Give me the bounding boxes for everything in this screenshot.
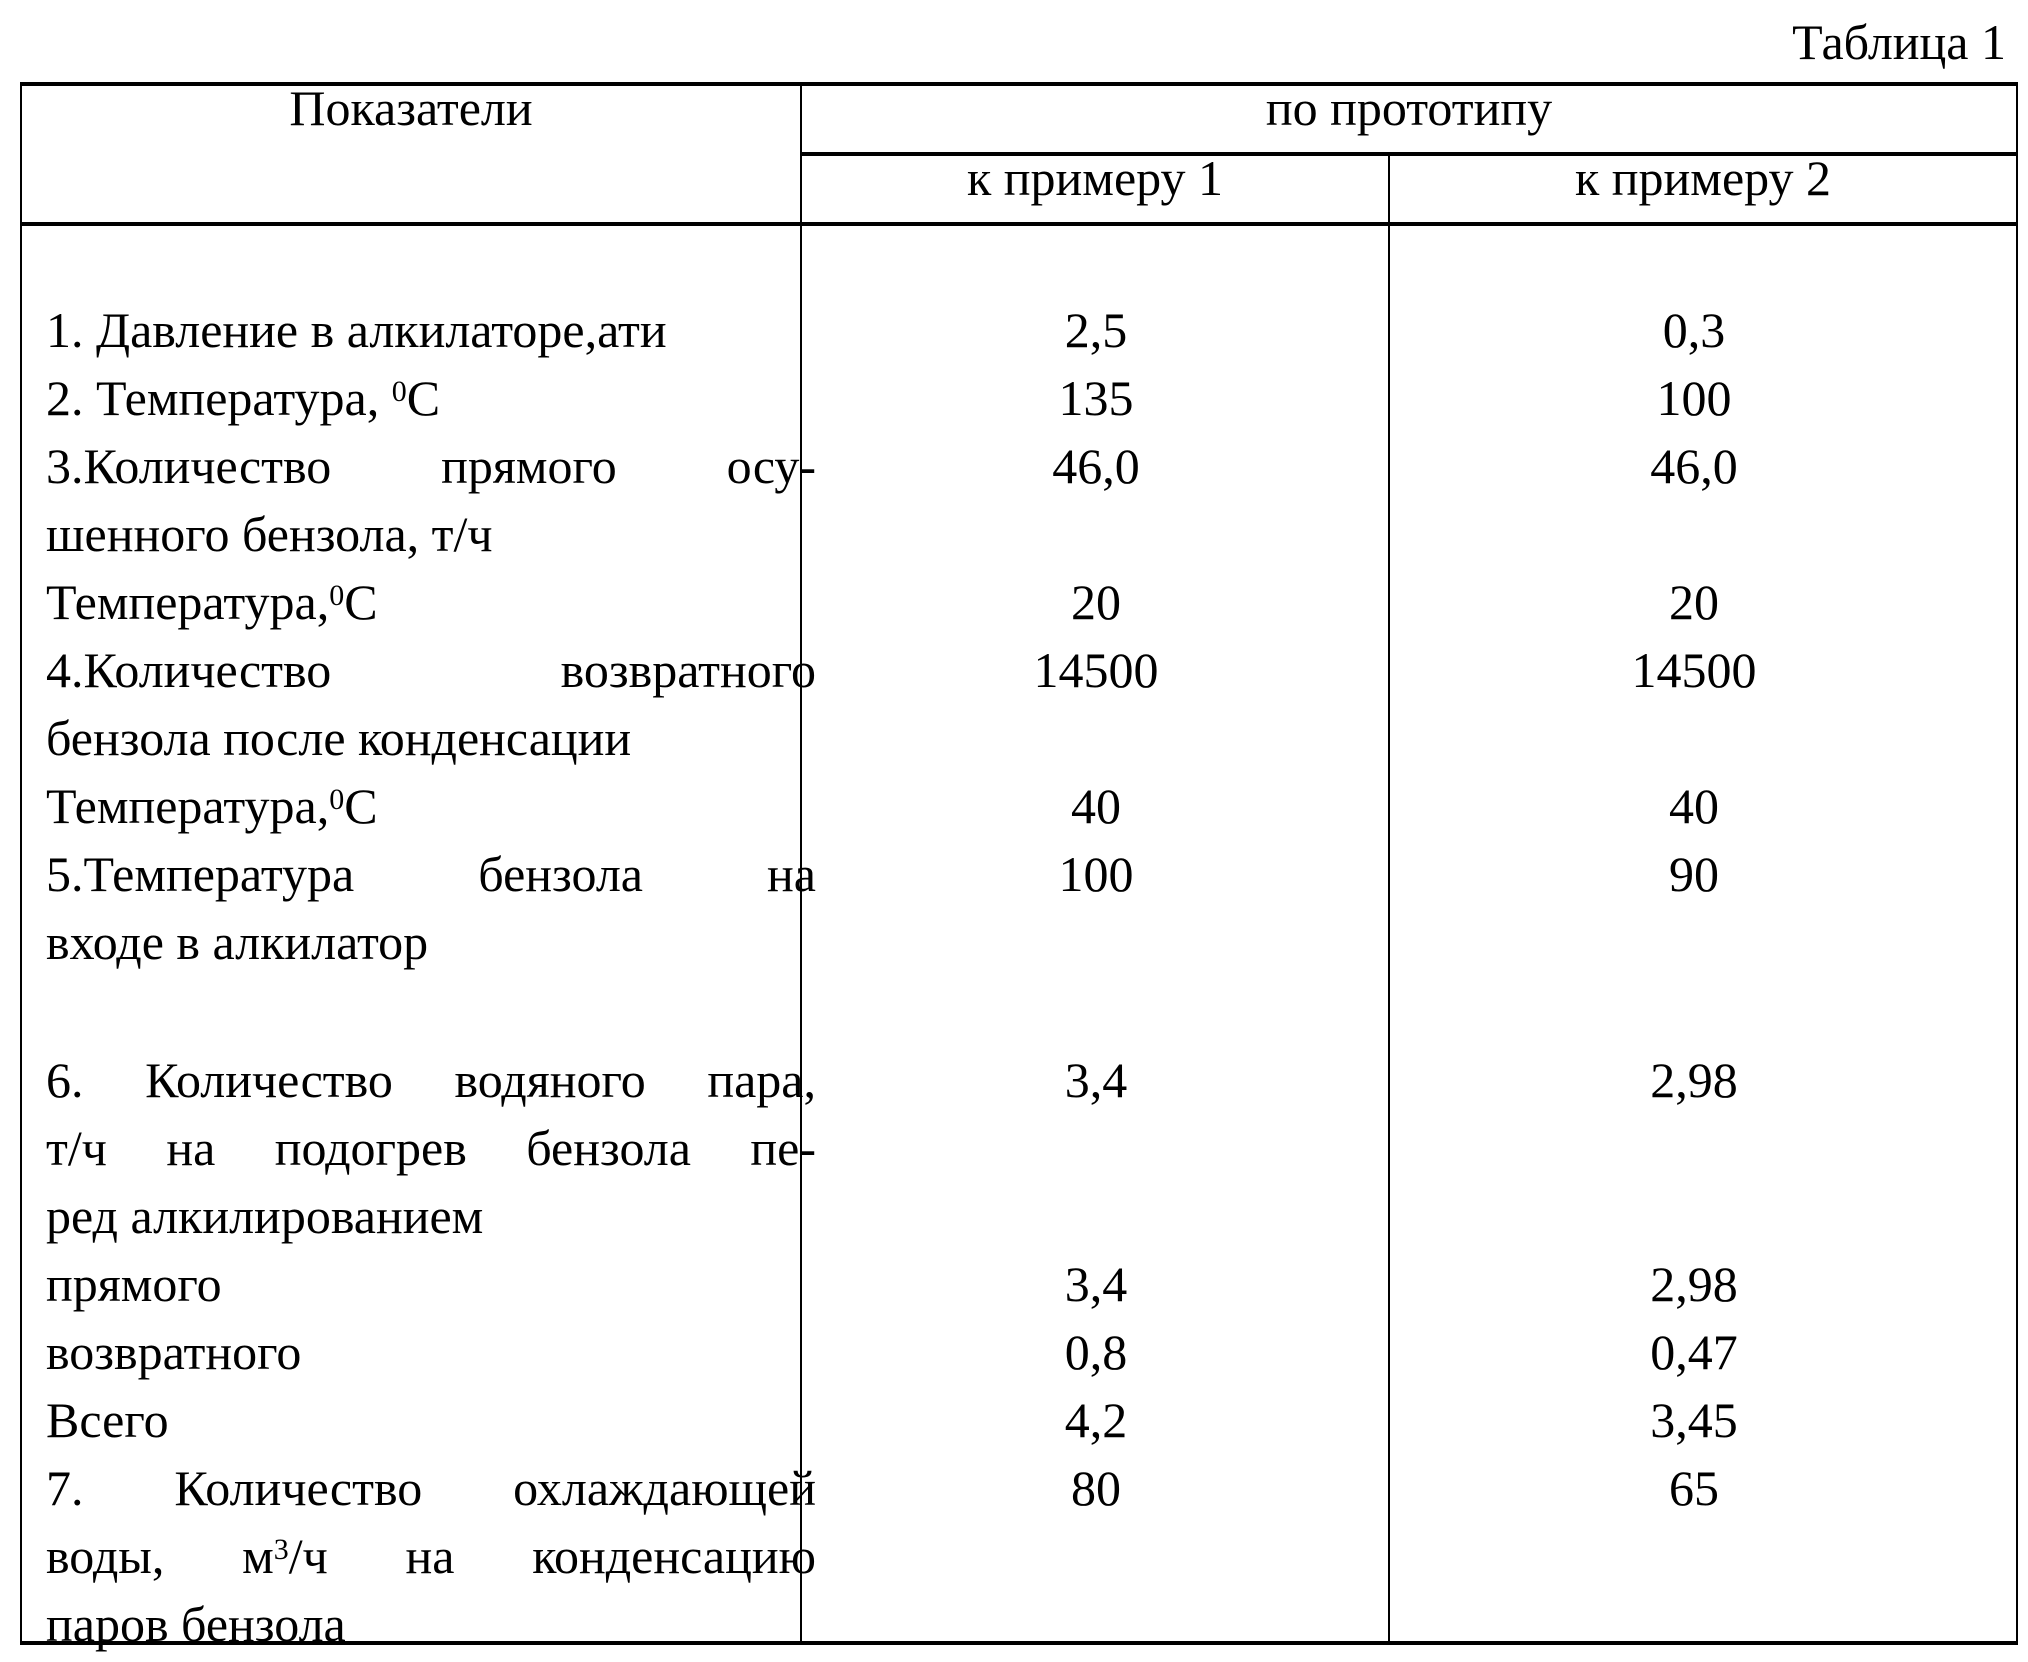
value-example-1: 3,4: [1064, 1052, 1128, 1108]
row-label: 2. Температура, $^0$С: [46, 370, 441, 426]
value-example-1: 4,2: [1064, 1392, 1128, 1448]
row-label: Температура,$^0$С: [46, 778, 378, 834]
value-example-1: 2,5: [1064, 302, 1128, 358]
value-example-2: 46,0: [1650, 438, 1738, 494]
value-example-2: 0,47: [1650, 1324, 1738, 1380]
row-label: 3.Количество прямого осу- шенного бензола, т/ч: [46, 438, 816, 562]
value-example-2: 40: [1669, 778, 1719, 834]
value-example-1: 14500: [1033, 642, 1159, 698]
value-example-1: 3,4: [1064, 1256, 1128, 1312]
value-example-2: 65: [1669, 1460, 1719, 1516]
value-example-2: 2,98: [1650, 1052, 1738, 1108]
value-example-2: 20: [1669, 574, 1719, 630]
value-example-2: 100: [1656, 370, 1732, 426]
value-example-1: 40: [1071, 778, 1121, 834]
row-label: 4.Количество возвратного бензола после конденсации: [46, 642, 816, 766]
row-label: прямого: [46, 1256, 222, 1312]
header-example-1: к примеру 1: [967, 150, 1223, 206]
header-example-2: к примеру 2: [1575, 150, 1831, 206]
value-example-1: 46,0: [1052, 438, 1140, 494]
row-label: возвратного: [46, 1324, 302, 1380]
row-label: 5.Температура бензола на входе в алкилатор: [46, 846, 816, 970]
header-bottom-divider: [22, 222, 2016, 226]
row-label: 7. Количество охлаждающей воды, $м^3/ч$ на конденсацию паров бензола: [46, 1460, 816, 1652]
value-example-1: 80: [1071, 1460, 1121, 1516]
value-example-2: 3,45: [1650, 1392, 1738, 1448]
row-label: Температура,$^0$С: [46, 574, 378, 630]
value-example-1: 0,8: [1064, 1324, 1128, 1380]
value-example-2: 2,98: [1650, 1256, 1738, 1312]
value-example-2: 14500: [1631, 642, 1757, 698]
value-example-2: 90: [1669, 846, 1719, 902]
value-example-1: 135: [1058, 370, 1134, 426]
data-table: [20, 80, 2018, 1652]
header-indicators: Показатели: [289, 80, 533, 136]
header-prototype-group: по прототипу: [1265, 80, 1553, 136]
row-label: 6. Количество водяного пара, т/ч на подогрев бензола пе- ред алкилированием: [46, 1052, 816, 1244]
value-example-1: 100: [1058, 846, 1134, 902]
row-label: 1. Давление в алкилаторе,ати: [46, 302, 667, 358]
value-example-2: 0,3: [1662, 302, 1726, 358]
row-label: Всего: [46, 1392, 169, 1448]
value-example-1: 20: [1071, 574, 1121, 630]
table-caption: Таблица 1: [1792, 14, 2006, 70]
